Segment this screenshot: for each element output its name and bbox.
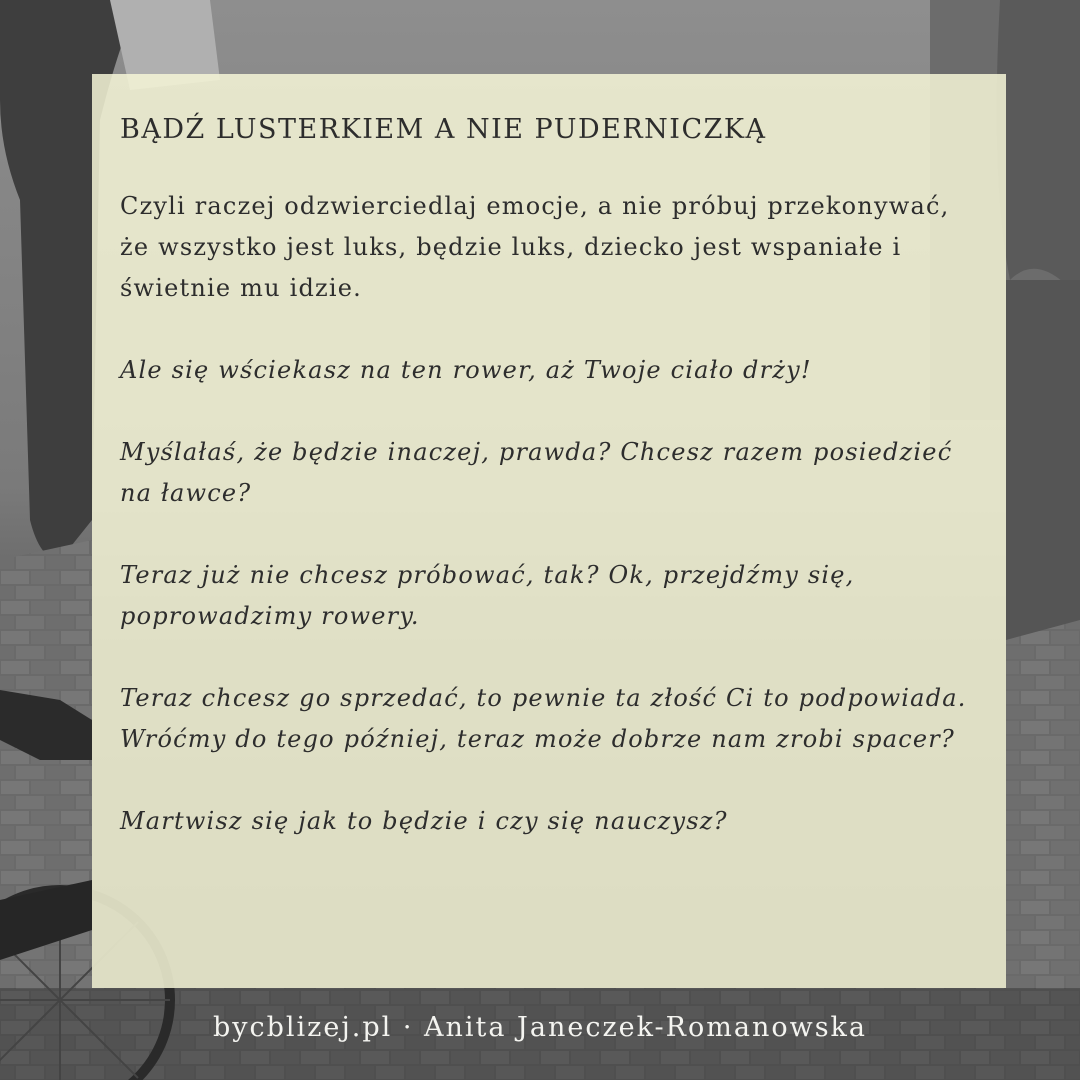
paragraph: Myślałaś, że będzie inaczej, prawda? Chcesz razem posiedzieć na ławce? xyxy=(120,438,953,507)
paragraph: Martwisz się jak to będzie i czy się nauczysz? xyxy=(120,807,728,835)
text-panel xyxy=(92,74,1006,988)
heading: BĄDŹ LUSTERKIEM A NIE PUDERNICZKĄ xyxy=(120,114,767,145)
paragraph: Ale się wściekasz na ten rower, aż Twoje ciało drży! xyxy=(120,356,812,384)
paragraph: Czyli raczej odzwierciedlaj emocje, a nie próbuj przekonywać, że wszystko jest luks, będzie luks, dziecko jest wspaniałe i świetnie mu idzie. xyxy=(120,192,950,302)
paragraph: Teraz już nie chcesz próbować, tak? Ok, przejdźmy się, poprowadzimy rowery. xyxy=(120,561,855,630)
paragraph: Teraz chcesz go sprzedać, to pewnie ta złość Ci to podpowiada. Wróćmy do tego później, teraz może dobrze nam zrobi spacer? xyxy=(120,684,967,753)
paragraph-list xyxy=(120,186,978,842)
footer-credit: bycblizej.pl · Anita Janeczek-Romanowska xyxy=(212,1012,868,1043)
